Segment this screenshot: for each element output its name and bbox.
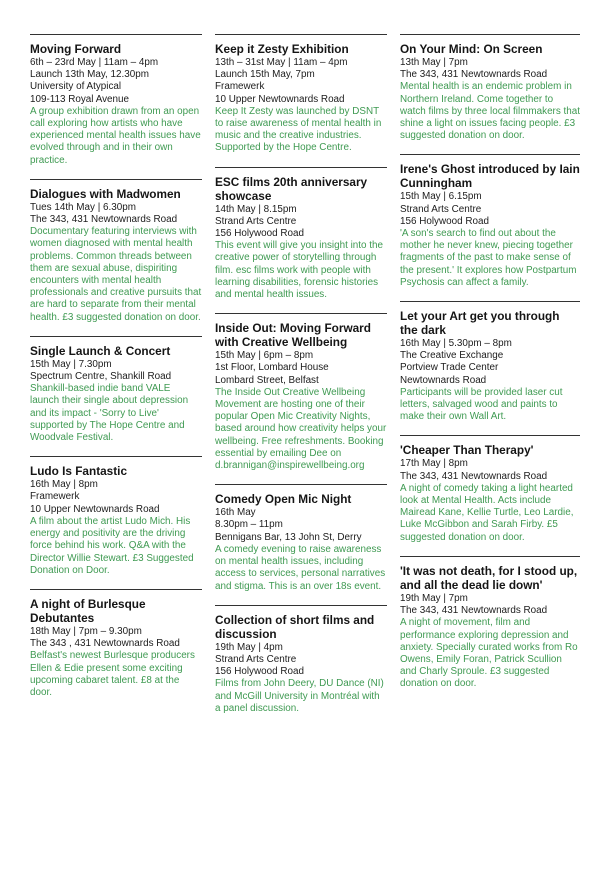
- event-detail: Framewerk: [30, 491, 80, 503]
- event-title: Single Launch & Concert: [30, 343, 171, 358]
- event-block: [400, 301, 580, 423]
- event-detail: 10 Upper Newtownards Road: [215, 93, 345, 105]
- event-block: [400, 556, 580, 691]
- event-detail: Tues 14th May | 6.30pm: [30, 201, 136, 213]
- event-detail: Newtownards Road: [400, 374, 487, 386]
- event-detail: 13th May | 7pm: [400, 57, 468, 68]
- event-detail: The 343 , 431 Newtownards Road: [30, 638, 180, 650]
- event-column-2: [215, 34, 387, 727]
- event-title: Comedy Open Mic Night: [215, 492, 352, 507]
- event-detail: 6th – 23rd May | 11am – 4pm: [30, 57, 159, 68]
- event-block: [215, 484, 387, 592]
- event-detail: 156 Holywood Road: [215, 666, 304, 678]
- event-detail: 15th May | 7.30pm: [30, 358, 112, 370]
- event-detail: Launch 13th May, 12.30pm: [30, 69, 149, 81]
- event-detail: The 343, 431 Newtownards Road: [400, 605, 548, 617]
- event-detail: 13th – 31st May | 11am – 4pm: [215, 57, 348, 68]
- event-detail: Strand Arts Centre: [400, 203, 482, 215]
- event-description: Films from John Deery, DU Dance (NI) and McGill University in Montréal with a panel discussion.: [215, 678, 384, 714]
- event-block: [30, 456, 202, 577]
- event-description: Mental health is an endemic problem in Northern Ireland. Come together to watch films by three local filmmakers that shine a light on issues facing people. £3 suggested donation on door.: [400, 81, 581, 142]
- event-detail: 156 Holywood Road: [215, 228, 304, 240]
- event-detail: Lombard Street, Belfast: [215, 374, 319, 386]
- event-title: ESC films 20th anniversary showcase: [215, 174, 368, 203]
- event-title: Keep it Zesty Exhibition: [215, 42, 349, 56]
- event-description: A night of comedy taking a light hearted look at Mental Health. Acts include Mairead Kane, Kellie Turtle, Leo Lardie, Luke McGibbon and Sarah Firby. £5 suggested donation on door.: [400, 482, 574, 543]
- event-block: [30, 589, 202, 699]
- event-block: [30, 34, 202, 167]
- event-detail: 19th May | 4pm: [215, 641, 283, 653]
- event-detail: 16th May | 8pm: [30, 479, 98, 491]
- event-title: Inside Out: Moving Forward with Creative Wellbeing: [215, 321, 371, 350]
- event-detail: 16th May | 5.30pm – 8pm: [400, 338, 512, 350]
- event-title: Irene's Ghost introduced by Iain Cunningham: [400, 162, 580, 191]
- event-title: Collection of short films and discussion: [215, 612, 375, 641]
- event-block: [400, 154, 580, 289]
- event-detail: Launch 15th May, 7pm: [215, 69, 315, 81]
- event-title: Dialogues with Madwomen: [30, 186, 181, 201]
- event-detail: 18th May | 7pm – 9.30pm: [30, 625, 142, 637]
- event-description: Keep It Zesty was launched by DSNT to raise awareness of mental health in music and the creative industries. Supported by the Hope Centre.: [215, 105, 382, 154]
- event-title: 'Cheaper Than Therapy': [400, 443, 534, 458]
- event-block: [30, 336, 202, 444]
- event-detail: The 343, 431 Newtownards Road: [400, 69, 548, 81]
- event-description: Documentary featuring interviews with women diagnosed with mental health problems. Common threads between them are sexual abuse, dispiriting encounters with mental health professionals and creative pursuits that are hard to separate from their mental health. £3 suggested donation on door.: [30, 226, 202, 323]
- event-description: 'A son's search to find out about the mother he never knew, piecing together fragments of the past to make sense of the present.' It explores how Postpartum Psychosis can affect a family.: [400, 228, 577, 288]
- event-title: On Your Mind: On Screen: [400, 42, 543, 56]
- event-description: Shankill-based indie band VALE launch their single about depression and its impact - 'Sorry to Live' supported by The Hope Centre and Woodvale Festival.: [30, 383, 189, 444]
- event-detail: The 343, 431 Newtownards Road: [400, 470, 548, 482]
- event-detail: 1st Floor, Lombard House: [215, 362, 329, 374]
- event-description: A film about the artist Ludo Mich. His energy and positivity are the driving force behind his work. Q&A with the Director Willie Stewart. £3 Suggested Donation on Door.: [30, 515, 194, 576]
- event-column-1: [30, 34, 202, 711]
- event-detail: 10 Upper Newtownards Road: [30, 503, 160, 515]
- event-detail: 8.30pm – 11pm: [215, 519, 283, 531]
- event-description: A group exhibition drawn from an open call exploring how artists who have experienced mental health issues have evolved through and in their own practice.: [30, 105, 201, 166]
- event-block: [30, 179, 202, 324]
- event-block: [400, 34, 580, 142]
- event-detail: The Creative Exchange: [400, 350, 504, 362]
- event-detail: Portview Trade Center: [400, 362, 499, 374]
- event-detail: Framewerk: [215, 81, 265, 93]
- event-title: Moving Forward: [30, 42, 122, 56]
- event-description: This event will give you insight into the creative power of storytelling through film. esc films work with people with learning disabilities, forensic histories and mental health issues.: [215, 240, 383, 301]
- event-detail: Spectrum Centre, Shankill Road: [30, 371, 172, 383]
- event-detail: 14th May | 8.15pm: [215, 203, 297, 215]
- event-detail: Strand Arts Centre: [215, 215, 297, 227]
- event-description: Participants will be provided laser cut letters, salvaged wood and paints to make their own Wall Art.: [400, 386, 563, 423]
- event-block: [215, 605, 387, 715]
- event-title: A night of Burlesque Debutantes: [30, 596, 146, 625]
- event-block: [215, 167, 387, 302]
- event-detail: Strand Arts Centre: [215, 653, 297, 665]
- event-detail: 19th May | 7pm: [400, 592, 468, 604]
- event-detail: 16th May: [215, 507, 256, 519]
- event-title: Let your Art get you through the dark: [400, 309, 560, 338]
- event-description: A comedy evening to raise awareness on mental health issues, including access to services, personal narratives and stigma. This is an over 18s event.: [215, 543, 386, 592]
- event-block: [215, 313, 387, 472]
- event-detail: 15th May | 6pm – 8pm: [215, 350, 314, 362]
- event-description: A night of movement, film and performance exploring depression and anxiety. Specially curated works from Ro Owens, Emily Foran, Patrick Scullion and Charly Sproule. £3 suggested donation on door.: [400, 617, 578, 690]
- event-detail: 156 Holywood Road: [400, 215, 489, 227]
- event-title: Ludo Is Fantastic: [30, 464, 128, 479]
- event-detail: Bennigans Bar, 13 John St, Derry: [215, 531, 362, 543]
- event-detail: 17th May | 8pm: [400, 458, 468, 470]
- event-description: The Inside Out Creative Wellbeing Movement are hosting one of their popular Open Mic Creativity Nights, based around how creativity helps your wellbeing. Free refreshments. Booking essential by emailing Dee on d.brannigan@inspirewellbeing.org: [215, 386, 387, 472]
- event-detail: 15th May | 6.15pm: [400, 191, 482, 203]
- event-block: [215, 34, 387, 155]
- event-detail: University of Atypical: [30, 81, 122, 93]
- event-block: [400, 435, 580, 543]
- event-title: 'It was not death, for I stood up, and all the dead lie down': [400, 563, 578, 592]
- event-description: Belfast's newest Burlesque producers Ellen & Edie present some exciting upcoming cabaret talent. £8 at the door.: [30, 650, 195, 698]
- event-detail: The 343, 431 Newtownards Road: [30, 214, 178, 226]
- event-column-3: [400, 34, 580, 703]
- event-detail: 109-113 Royal Avenue: [30, 93, 130, 105]
